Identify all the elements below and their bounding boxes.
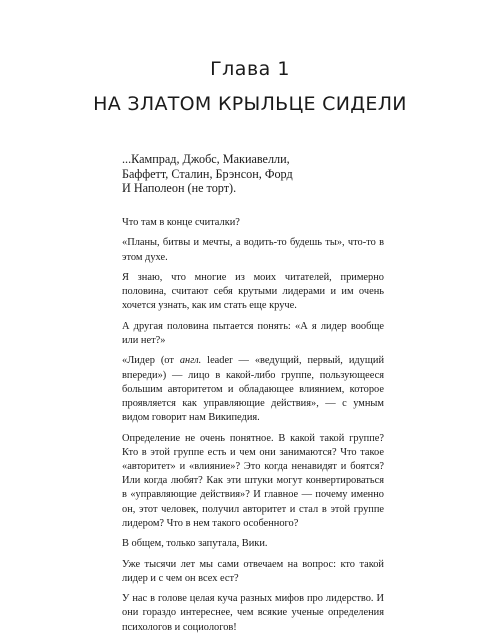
- paragraph: А другая половина пытается понять: «А я лидер вообще или нет?»: [122, 320, 384, 346]
- paragraph: «Планы, битвы и мечты, а водить-то будешь ты», что-то в этом духе.: [122, 237, 384, 263]
- body-text: [122, 216, 384, 641]
- paragraph-definition: [122, 354, 384, 425]
- definition-start: «Лидер (от: [122, 355, 180, 367]
- epigraph-line: ...Кампрад, Джобс, Макиавелли,: [122, 152, 290, 166]
- paragraph: Что там в конце считалки?: [122, 217, 240, 228]
- paragraph: В общем, только запутала, Вики.: [122, 538, 268, 550]
- definition-rest: leader — «ведущий, первый, идущий впереди») — лицо в какой-либо группе, пользующееся большим авторитетом и обладающее влиянием, которое проявляется как управляющие действия», — с умным видом говорит нам Википедия.: [122, 355, 384, 424]
- chapter-title: НА ЗЛАТОМ КРЫЛЬЦЕ СИДЕЛИ: [93, 93, 407, 115]
- epigraph-line: И Наполеон (не торт).: [122, 181, 237, 195]
- chapter-number: Глава 1: [210, 58, 290, 80]
- paragraph: Я знаю, что многие из моих читателей, примерно половина, считают себя крутыми лидерами и им очень хочется узнать, как им стать еще круче.: [122, 271, 384, 312]
- epigraph: [122, 152, 422, 196]
- paragraph: У нас в голове целая куча разных мифов про лидерство. И они гораздо интереснее, чем всякие ученые определения психологов и социологов!: [122, 593, 384, 633]
- epigraph-line: Баффетт, Сталин, Брэнсон, Форд: [122, 166, 293, 181]
- paragraph: Определение не очень понятное. В какой такой группе? Кто в этой группе есть и чем они занимаются? Что такое «авторитет» и «влияние»? Это когда ненавидят и боятся? Или когда любят? Как эти штуки могут конвертироваться в «управляющие действия»? И главное — почему именно он, этот человек, получил авторитет и стал в этой группе лидером? Что в нем такого особенного?: [122, 432, 384, 529]
- language-abbreviation: англ.: [179, 355, 202, 367]
- paragraph: Уже тысячи лет мы сами отвечаем на вопрос: кто такой лидер и с чем он всех ест?: [122, 558, 384, 584]
